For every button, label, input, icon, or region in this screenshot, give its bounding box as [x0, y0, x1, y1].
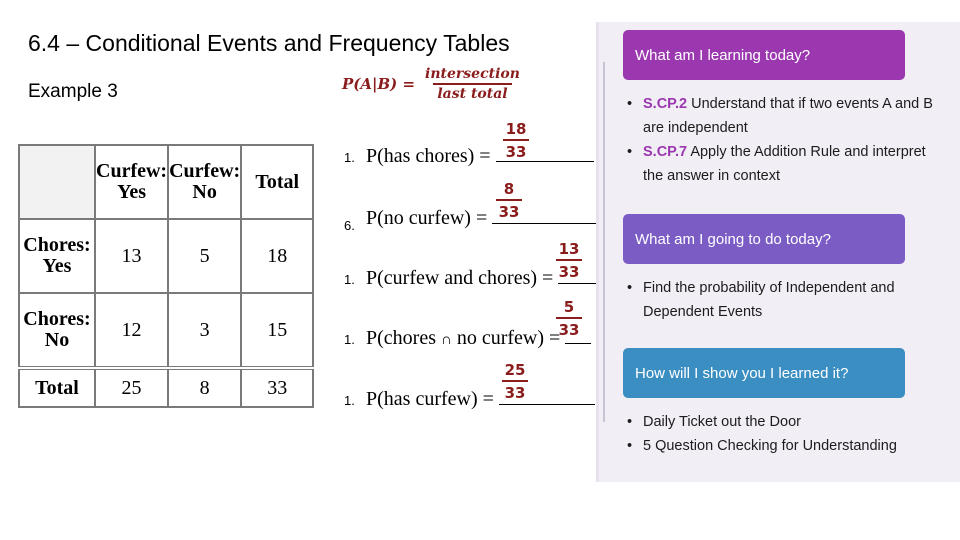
learning-header: What am I learning today? — [623, 30, 905, 80]
answer-numerator: 8 — [503, 180, 515, 198]
question-chores-no-curfew — [344, 327, 591, 350]
table-row — [19, 293, 313, 368]
question-text: P(has curfew) = — [366, 388, 494, 410]
header-curfew-yes-line1: Curfew: — [96, 160, 168, 182]
table-cell: 3 — [168, 293, 241, 368]
fraction-bar — [556, 259, 582, 261]
question-text: P(no curfew) = — [366, 207, 488, 229]
header-curfew-yes-line2: Yes — [117, 181, 146, 203]
answer-chores-no-curfew — [556, 298, 582, 339]
question-number: 1. — [344, 272, 355, 287]
question-no-curfew — [344, 207, 600, 233]
doing-list — [627, 276, 947, 324]
answer-denominator: 33 — [504, 384, 526, 402]
question-number: 1. — [344, 393, 355, 408]
bullet-icon: • — [627, 280, 633, 296]
question-text: no curfew) = — [456, 327, 561, 349]
table-cell: 8 — [168, 368, 241, 407]
table-cell: 18 — [241, 219, 313, 293]
doing-header: What am I going to do today? — [623, 214, 905, 264]
header-curfew-no-line2: No — [192, 181, 217, 203]
formula-fraction — [421, 66, 524, 102]
answer-numerator: 5 — [563, 298, 575, 316]
row-label-line1: Chores: — [23, 234, 91, 256]
table-cell: 15 — [241, 293, 313, 368]
list-item — [627, 434, 947, 458]
question-number: 1. — [344, 150, 355, 165]
list-item — [627, 410, 947, 434]
fraction-bar — [496, 199, 522, 201]
answer-has-chores — [503, 120, 529, 161]
answer-denominator: 33 — [558, 321, 580, 339]
answer-numerator: 13 — [558, 240, 580, 258]
bullet-icon: • — [627, 144, 633, 160]
panel-connector-line — [603, 62, 605, 422]
question-text: P(chores — [366, 327, 436, 349]
table-cell: 13 — [95, 219, 168, 293]
list-item-text: Apply the Addition Rule and interpret the answer in context — [643, 144, 926, 184]
row-label-total: Total — [19, 368, 95, 407]
list-item — [627, 140, 947, 188]
list-item-text: Daily Ticket out the Door — [643, 414, 801, 430]
table-row — [19, 219, 313, 293]
question-has-chores — [344, 145, 594, 168]
formula-lhs: P(A|B) = — [342, 75, 416, 93]
header-curfew-no — [168, 145, 241, 219]
answer-no-curfew — [496, 180, 522, 221]
table-row — [19, 368, 313, 407]
table-cell: 12 — [95, 293, 168, 368]
question-has-curfew — [344, 388, 595, 411]
frequency-table — [18, 144, 314, 408]
fraction-bar — [556, 317, 582, 319]
question-number: 6. — [344, 218, 355, 233]
formula-numerator: intersection — [425, 66, 520, 82]
fraction-bar — [502, 380, 528, 382]
question-text: P(curfew and chores) = — [366, 267, 554, 289]
list-item-text: Find the probability of Independent and Dependent Events — [643, 280, 895, 320]
table-cell: 5 — [168, 219, 241, 293]
row-label-line2: No — [44, 329, 70, 351]
conditional-formula — [342, 66, 524, 102]
answer-curfew-and-chores — [556, 240, 582, 281]
row-label-line1: Chores: — [23, 308, 91, 330]
answer-numerator: 25 — [504, 361, 526, 379]
answer-denominator: 33 — [505, 143, 527, 161]
answer-numerator: 18 — [505, 120, 527, 138]
show-header: How will I show you I learned it? — [623, 348, 905, 398]
list-item-text: Understand that if two events A and B are independent — [643, 96, 933, 136]
objectives-panel — [596, 22, 960, 482]
header-curfew-no-line1: Curfew: — [169, 160, 241, 182]
table-cell: 33 — [241, 368, 313, 407]
row-label-line2: Yes — [42, 255, 72, 277]
answer-denominator: 33 — [498, 203, 520, 221]
standard-code: S.CP.2 — [643, 96, 688, 112]
bullet-icon: • — [627, 438, 633, 454]
answer-denominator: 33 — [558, 263, 580, 281]
list-item — [627, 92, 947, 140]
learning-list — [627, 92, 947, 188]
bullet-icon: • — [627, 414, 633, 430]
fraction-bar — [503, 139, 529, 141]
formula-denominator: last total — [433, 83, 511, 102]
row-label-chores-yes — [19, 219, 95, 293]
show-list — [627, 410, 947, 458]
header-curfew-yes — [95, 145, 168, 219]
example-label: Example 3 — [28, 81, 118, 102]
table-cell: 25 — [95, 368, 168, 407]
question-number: 1. — [344, 332, 355, 347]
bullet-icon: • — [627, 96, 633, 112]
intersection-symbol: ∩ — [440, 332, 452, 348]
question-text: P(has chores) = — [366, 145, 491, 167]
slide-title: 6.4 – Conditional Events and Frequency Tables — [28, 30, 510, 56]
list-item — [627, 276, 947, 324]
list-item-text: 5 Question Checking for Understanding — [643, 438, 897, 454]
header-total: Total — [241, 145, 313, 219]
standard-code: S.CP.7 — [643, 144, 688, 160]
answer-has-curfew — [502, 361, 528, 402]
table-corner-cell — [19, 145, 95, 219]
row-label-chores-no — [19, 293, 95, 368]
